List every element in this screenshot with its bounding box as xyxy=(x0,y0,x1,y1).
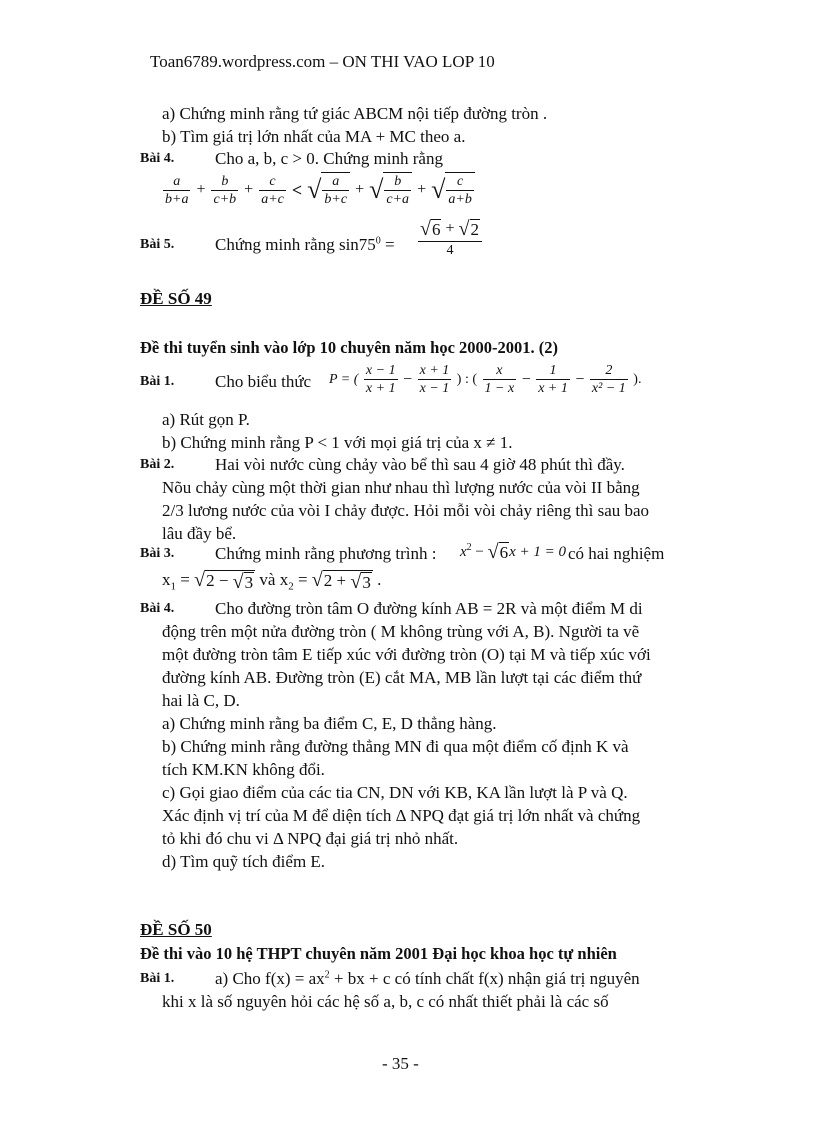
fraction-c-over-a-plus-c: $\frac{c}{a+c}$ xyxy=(261,173,284,207)
problem-4-part-c-2: Xác định vị trí của M để diện tích Δ NPQ đạt giá trị lớn nhất và chứng xyxy=(162,806,641,825)
problem-2-line-2: Nõu chảy cùng một thời gian như nhau thì lượng nước của vòi II bằng xyxy=(162,478,640,497)
fraction-b-over-c-plus-b: $\frac{b}{c+b}$ xyxy=(213,173,237,207)
fraction: $\frac{x + 1}{x - 1}$ xyxy=(419,363,450,396)
equation: $x^2 - √6x + 1 = 0$ xyxy=(460,541,567,563)
problem-2-line-3: 2/3 lương nước của vòi I chảy được. Hỏi mỗi vòi chảy riêng thì sau bao xyxy=(162,501,650,520)
problem-1-part-a: a) Rút gọn P. xyxy=(162,410,250,429)
problem-1-label: Bài 1. xyxy=(140,374,175,389)
page-number: - 35 - xyxy=(382,1054,419,1073)
less-than-sign: < xyxy=(291,179,303,200)
problem-4-part-b-2: tích KM.KN không đổi. xyxy=(162,760,325,779)
section-title-49: ĐỀ SỐ 49 xyxy=(140,289,212,308)
problem-4-part-a: a) Chứng minh rằng ba điểm C, E, D thẳng hàng. xyxy=(162,714,497,733)
problem-4-line-5: hai là C, D. xyxy=(162,691,240,710)
sin75-fraction: √6 + √2 4 xyxy=(418,218,482,260)
plus-sign: + xyxy=(355,181,365,198)
problem-3-tail: có hai nghiệm xyxy=(568,544,665,563)
problem-4-part-c-3: tỏ khi đó chu vi Δ NPQ đại giá trị nhỏ nhất. xyxy=(162,829,459,848)
plus-sign: + xyxy=(417,181,427,198)
problem-2-line-1: Hai vòi nước cùng chảy vào bể thì sau 4 giờ 48 phút thì đầy. xyxy=(215,455,625,474)
section-title-50: ĐỀ SỐ 50 xyxy=(140,920,212,939)
problem-5-statement: Chứng minh rằng $\sin 75^0$ = xyxy=(215,235,395,254)
problem-4-part-b-1: b) Chứng minh rằng đường thẳng MN đi qua một điểm cố định K và xyxy=(162,737,629,756)
problem-4-line-1: Cho đường tròn tâm O đường kính AB = 2R và một điểm M di xyxy=(215,599,643,618)
inequality-formula xyxy=(162,172,475,208)
problem-3-part-b: b) Tìm giá trị lớn nhất của MA + MC theo a. xyxy=(162,127,466,146)
problem-4-line-2: động trên một nửa đường tròn ( M không trùng với A, B). Người ta vẽ xyxy=(162,622,640,641)
problem-2-line-4: lâu đầy bể. xyxy=(162,524,237,543)
fraction: $\frac{x}{1 - x}$ xyxy=(484,363,515,396)
section-subtitle-49: Đề thi tuyển sinh vào lớp 10 chuyên năm học 2000-2001. (2) xyxy=(140,338,559,357)
plus-sign: + xyxy=(244,181,254,198)
problem-5-label: Bài 5. xyxy=(140,237,175,252)
problem-4b-label: Bài 4. xyxy=(140,601,175,616)
problem-4-label: Bài 4. xyxy=(140,151,175,166)
problem-3-label: Bài 3. xyxy=(140,546,175,561)
problem-3-statement: Chứng minh rằng phương trình : xyxy=(215,544,437,563)
problem-4-line-4: đường kính AB. Đường tròn (E) cắt MA, MB lần lượt tại các điểm thứ xyxy=(162,668,642,687)
problem-2-label: Bài 2. xyxy=(140,457,175,472)
plus-sign: + xyxy=(196,181,206,198)
problem-1-line-2-50: khi x là số nguyên hỏi các hệ số a, b, c có nhất thiết phải là các số xyxy=(162,992,609,1011)
sqrt-a-over-b-plus-c: √ $\frac{a}{b+c}$ xyxy=(307,172,350,208)
problem-1-statement: Cho biểu thức xyxy=(215,372,312,391)
expression-P: P = ( $\frac{x - 1}{x + 1}$ − $\frac{x + 1}{x - 1}$ ) : ( $\frac{x}{1 - x}$ − $\frac{1}{x + 1}$ − $\frac{2}{\text{x² − 1}}$ ). xyxy=(329,363,642,396)
sqrt-b-over-c-plus-a: √ $\frac{b}{c+a}$ xyxy=(369,172,412,208)
fraction-a-over-b-plus-a: $\frac{a}{b+a}$ xyxy=(165,173,189,207)
problem-4-line-3: một đường tròn tâm E tiếp xúc với đường tròn (O) tại M và tiếp xúc với xyxy=(162,645,651,664)
problem-3-part-a: a) Chứng minh rằng tứ giác ABCM nội tiếp đường tròn . xyxy=(162,104,548,123)
section-subtitle-50: Đề thi vào 10 hệ THPT chuyên năm 2001 Đại học khoa học tự nhiên xyxy=(140,944,617,963)
problem-1-part-b: b) Chứng minh rằng P < 1 với mọi giá trị của x ≠ 1. xyxy=(162,433,513,452)
roots-line: $x_1 = √2 - √3$ và $x_2 = √2 + √3$ . xyxy=(162,569,382,593)
fraction: $\frac{x - 1}{x + 1}$ xyxy=(365,363,396,396)
problem-4-part-c-1: c) Gọi giao điểm của các tia CN, DN với KB, KA lần lượt là P và Q. xyxy=(162,783,628,802)
sqrt-c-over-a-plus-b: √ $\frac{c}{a+b}$ xyxy=(431,172,475,208)
problem-4-part-d: d) Tìm quỹ tích điểm E. xyxy=(162,852,326,871)
fraction: $\frac{1}{x + 1}$ xyxy=(538,363,568,396)
problem-1-line-1-50: a) Cho $f(x) = ax^2$ + bx + c có tính chất f(x) nhận giá trị nguyên xyxy=(215,969,640,988)
problem-4-statement: Cho a, b, c > 0. Chứng minh rằng xyxy=(215,149,443,168)
problem-1-label-50: Bài 1. xyxy=(140,971,175,986)
fraction: $\frac{2}{\text{x² − 1}}$ xyxy=(591,363,626,396)
page-header: Toan6789.wordpress.com – ON THI VAO LOP 10 xyxy=(150,52,495,71)
